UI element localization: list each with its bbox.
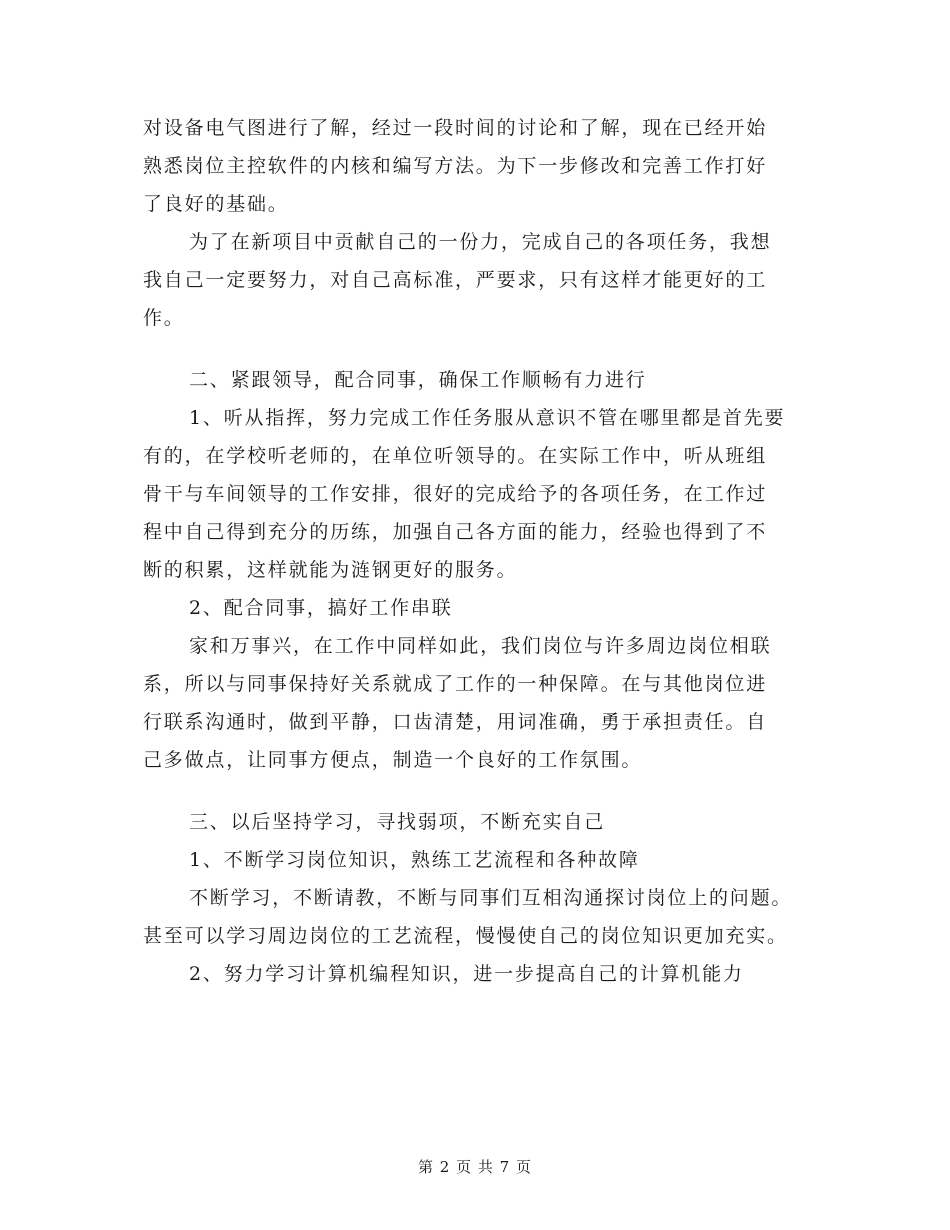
- text-line: 不断学习，不断请教，不断与同事们互相沟通探讨岗位上的问题。: [189, 887, 793, 909]
- text-line: 对设备电气图进行了解，经过一段时间的讨论和了解，现在已经开始: [143, 117, 768, 139]
- subsection-heading: 2、努力学习计算机编程知识，进一步提高自己的计算机能力: [189, 963, 744, 985]
- subsection-heading: 1、不断学习岗位知识，熟练工艺流程和各种故障: [189, 849, 640, 871]
- text-line: 行联系沟通时，做到平静，口齿清楚，用词准确，勇于承担责任。自: [143, 711, 768, 733]
- subsection-heading: 2、配合同事，搞好工作串联: [189, 597, 453, 619]
- text-line: 我自己一定要努力，对自己高标准，严要求，只有这样才能更好的工: [143, 269, 768, 291]
- text-line: 家和万事兴，在工作中同样如此，我们岗位与许多周边岗位相联: [189, 635, 772, 657]
- text-line: 作。: [143, 307, 185, 329]
- section-heading: 二、紧跟领导，配合同事，确保工作顺畅有力进行: [189, 369, 647, 391]
- text-line: 断的积累，这样就能为涟钢更好的服务。: [143, 559, 518, 581]
- text-line: 甚至可以学习周边岗位的工艺流程，慢慢使自己的岗位知识更加充实。: [143, 925, 788, 947]
- text-line: 己多做点，让同事方便点，制造一个良好的工作氛围。: [143, 749, 643, 771]
- subsection-heading: 1、听从指挥，努力完成工作任务服从意识不管在哪里都是首先要: [189, 407, 786, 429]
- page-number: 第 2 页 共 7 页: [418, 1158, 532, 1176]
- section-heading: 三、以后坚持学习，寻找弱项，不断充实自己: [189, 811, 606, 833]
- text-line: 系，所以与同事保持好关系就成了工作的一种保障。在与其他岗位进: [143, 673, 768, 695]
- text-line: 程中自己得到充分的历练，加强自己各方面的能力，经验也得到了不: [143, 521, 768, 543]
- text-line: 了良好的基础。: [143, 193, 289, 215]
- text-line: 为了在新项目中贡献自己的一份力，完成自己的各项任务，我想: [189, 231, 772, 253]
- text-line: 骨干与车间领导的工作安排，很好的完成给予的各项任务，在工作过: [143, 483, 768, 505]
- text-line: 有的，在学校听老师的，在单位听领导的。在实际工作中，听从班组: [143, 445, 768, 467]
- text-line: 熟悉岗位主控软件的内核和编写方法。为下一步修改和完善工作打好: [143, 155, 768, 177]
